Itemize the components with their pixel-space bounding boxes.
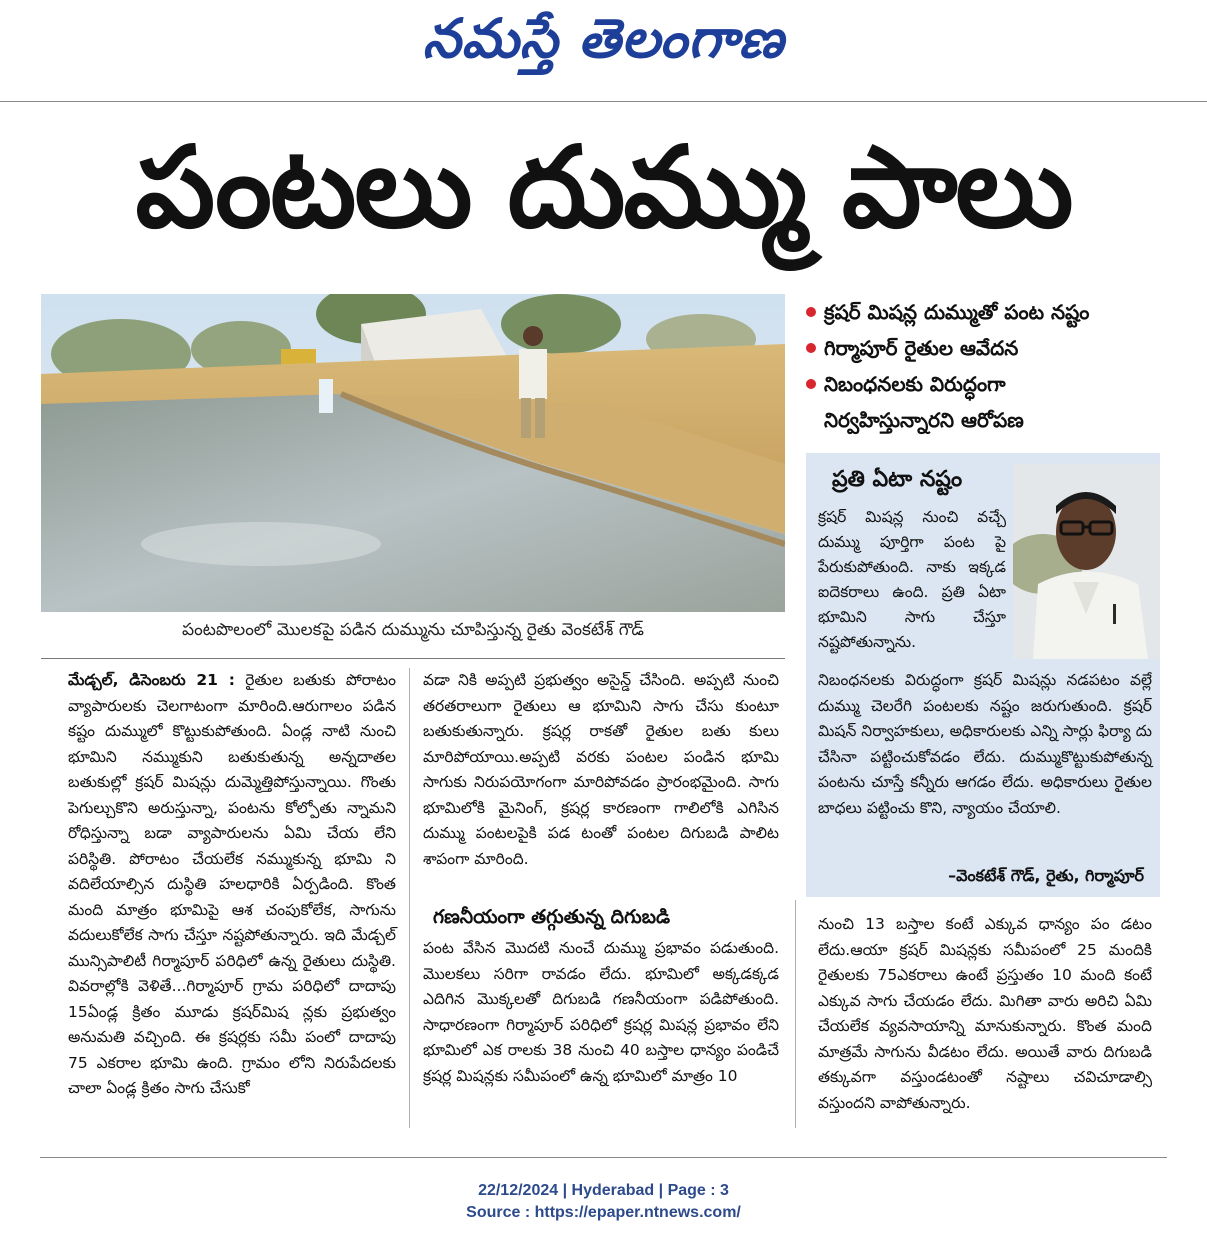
article-column-3: నుంచి 13 బస్తాల కంటే ఎక్కువ ధాన్యం పం డటం లేదు.ఆయా క్రషర్ మిషన్లకు సమీపంలో 25 మందికి రైతులకు 75ఎకరాలు ఉంటే ప్రస్తుతం 10 మంది కంటే ఎక్కువ సాగు చేయడం లేదు. మిగితా వారు అరిచి ఏమి చేయలేక వ్యవసాయాన్ని మానుకున్నారు. కొంత మంది మాత్రమే సాగును వీడటం లేదు. అయితే వారు దిగుబడి తక్కువగా వస్తుండటంతో నష్టాలు చవిచూడాల్సి వస్తుందని వాపోతున్నారు.: [818, 915, 1152, 1112]
highlights: [806, 294, 1186, 438]
quote-text: క్రషర్ మిషన్ల నుంచి వచ్చే దుమ్ము పూర్తిగా పంట పై పేరుకుపోతుంది. నాకు ఇక్కడ ఐదెకరాలు ఉంది. ప్రతి ఏటా భూమిని సాగు చేస్తూ నష్టపోతున్నాను.: [818, 508, 1006, 651]
masthead: [0, 0, 1207, 100]
quote-text-continued: నిబంధనలకు విరుద్ధంగా క్రషర్ మిషన్లు నడపటం వల్లే దుమ్ము చెలరేగి పంటలకు నష్టం జరుగుతుంది. క్రషర్ మిషన్ నిర్వాహకులు, అధికారులకు ఎన్ని సార్లు ఫిర్యా దు చేసినా పట్టించుకోవడం లేదు. దుమ్ముకొట్టుకుపోతున్న పంటను చూస్తే కన్నీరు ఆగడం లేదు. అధికారులు రైతుల బాధలు పట్టించు కొని, న్యాయం చేయాలి.: [818, 671, 1152, 817]
column-divider: [409, 668, 410, 1128]
footer-date-line: 22/12/2024 | Hyderabad | Page : 3: [478, 1182, 729, 1199]
highlight-text-continued: నిర్వహిస్తున్నారని ఆరోపణ: [824, 408, 1024, 432]
highlight-item: [806, 366, 1186, 402]
highlight-item: [806, 294, 1186, 330]
bullet-icon: [806, 379, 816, 389]
article-column-1: [68, 668, 396, 1102]
farmer-portrait: [1013, 464, 1160, 659]
headline: పంటలు దుమ్ము పాలు: [135, 123, 1072, 253]
highlight-text: గిర్మాపూర్ రైతుల ఆవేదన: [824, 336, 1019, 360]
dateline: మేడ్చల్, డిసెంబరు 21 :: [68, 671, 235, 689]
newspaper-logo: నమస్తే తెలంగాణ: [422, 6, 785, 70]
column-divider: [795, 900, 796, 1128]
article-column-2-continued: పంట వేసిన మొదటి నుంచే దుమ్ము ప్రభావం పడుతుంది. మొలకలు సరిగా రావడం లేదు. భూమిలో అక్కడక్కడ ఎదిగిన మొక్కలతో దిగుబడి గణనీయంగా పడిపోతుంది. సాధారణంగా గిర్మాపూర్ పరిధిలో క్రషర్ల మిషన్ల ప్రభావం లేని భూమిలో ఎక రాలకు 38 నుంచి 40 బస్తాల ధాన్యం పండిచే క్రషర్ల మిషన్లకు సమీపంలో ఉన్న భూమిలో మాత్రం 10: [423, 939, 779, 1085]
highlight-text: క్రషర్ మిషన్ల దుమ్ముతో పంట నష్టం: [824, 300, 1090, 324]
caption-divider: [41, 658, 785, 659]
article-subhead: గణనీయంగా తగ్గుతున్న దిగుబడి: [433, 906, 671, 928]
footer-source-link[interactable]: Source : https://epaper.ntnews.com/: [466, 1204, 741, 1221]
quote-signature: –వెంకటేశ్ గౌడ్, రైతు, గిర్మాపూర్: [948, 866, 1144, 885]
main-photo: [41, 294, 785, 612]
footer: [0, 1180, 1207, 1224]
bullet-icon: [806, 307, 816, 317]
highlight-item: [806, 330, 1186, 366]
top-divider: [0, 101, 1207, 102]
bottom-divider: [40, 1157, 1167, 1158]
article-column-2: వడా నికి అప్పటి ప్రభుత్వం అసైన్డ్ చేసింది. అప్పటి నుంచి తరతరాలుగా రైతులు ఆ భూమిని సాగు చేసు కుంటూ బతుకుతున్నారు. క్రషర్ల రాకతో రైతుల బతు కులు మారిపోయాయి.అప్పటి వరకు పంటల పండిన భూమి సాగుకు నిరుపయోగంగా మారిపోవడం ప్రారంభమైంది. సాగు భూమిలోకి మైనింగ్, క్రషర్ల కారణంగా గాలిలోకి ఎగిసిన దుమ్ము పంటలపైకి పడ టంతో పంటల దిగుబడి పాలిట శాపంగా మారింది.: [423, 671, 779, 868]
article-text: రైతుల బతుకు పోరాటం వ్యాపారులకు చెలగాటంగా మారింది.ఆరుగాలం పడిన కష్టం దుమ్ములో కొట్టుకుపోతుంది. ఏండ్ల నాటి నుంచి భూమిని నమ్ముకుని బతుకుతున్న అన్నదాతల బతుకుల్లో క్రషర్ మిషన్లు దుమ్మెత్తిపోస్తున్నాయి. గొంతు పెగుల్చుకొని అరుస్తున్నా, పంటను కోల్పోతు న్నామని రోధిస్తున్నా బడా వ్యాపారులను ఏమి చేయ లేని పరిస్థితి. పోరాటం చేయలేక నమ్ముకున్న భూమి ని వదిలేయాల్సిన దుస్థితి హలధారికి ఏర్పడింది. కొంత మంది మాత్రం భూమిపై ఆశ చంపుకోలేక, సాగును వదులుకోలేక సాగు చేస్తూ నష్టపోతున్నారు. ఇది మేడ్చల్ మున్సిపాలిటీ గిర్మాపూర్ పరిధిలో ఉన్న రైతులు దుస్థితి. వివరాల్లోకి వెళితే...గిర్మాపూర్ గ్రామ పరిధిలో దాదాపు 15ఏండ్ల క్రితం మూడు క్రషర్‌మిష న్లకు ప్రభుత్వం అనుమతి వచ్చింది. ఈ క్రషర్లకు సమీ పంలో దాదాపు 75 ఎకరాల భూమి ఉంది. గ్రామం లోని నిరుపేదలకు చాలా ఏండ్ల క్రితం సాగు చేసుకో: [68, 671, 396, 1097]
bullet-icon: [806, 343, 816, 353]
quote-box-title: ప్రతి ఏటా నష్టం: [832, 467, 963, 492]
photo-caption: పంటపొలంలో మొలకపై పడిన దుమ్మును చూపిస్తున్న రైతు వెంకటేశ్ గౌడ్: [182, 620, 644, 640]
highlight-text: నిబంధనలకు విరుద్ధంగా: [824, 372, 1006, 396]
